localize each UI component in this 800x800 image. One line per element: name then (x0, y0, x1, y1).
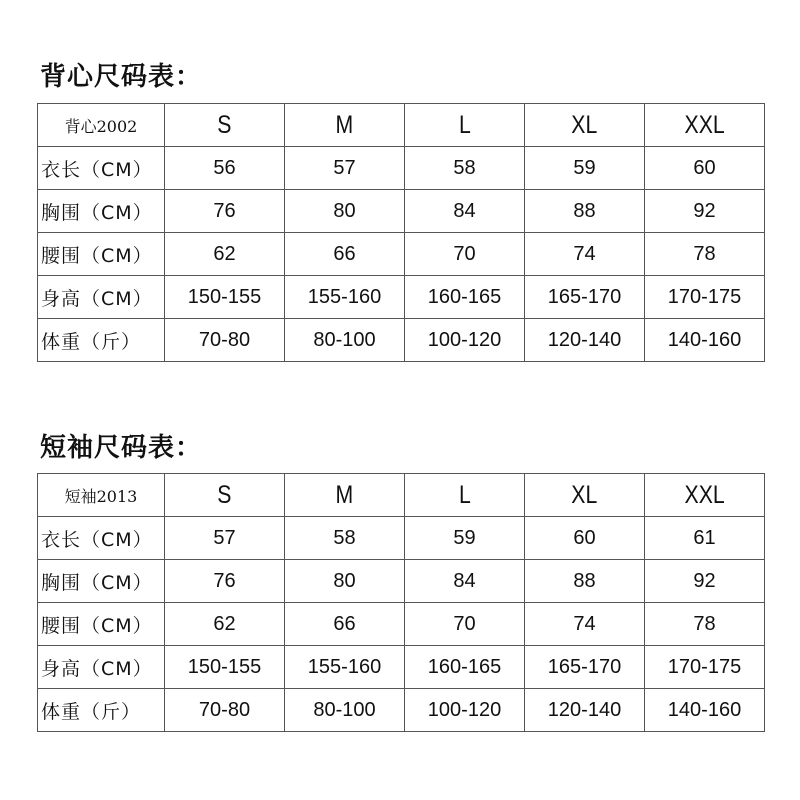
row-label: 身高（CM） (38, 276, 165, 319)
table-cell: 70 (405, 603, 525, 646)
table-cell: 62 (165, 603, 285, 646)
table-cell: 150-155 (165, 276, 285, 319)
table-cell: 92 (645, 190, 765, 233)
table-row (38, 190, 765, 233)
row-label: 胸围（CM） (38, 560, 165, 603)
row-label: 胸围（CM） (38, 190, 165, 233)
size-header: XXL (645, 104, 765, 147)
table-row (38, 233, 765, 276)
table-cell: 58 (285, 517, 405, 560)
size-header: XL (525, 104, 645, 147)
size-header: XXL (645, 474, 765, 517)
table-cell: 88 (525, 190, 645, 233)
size-header: S (165, 104, 285, 147)
short-sleeve-size-table (37, 473, 765, 732)
size-header: M (285, 104, 405, 147)
size-header: XL (525, 474, 645, 517)
table-cell: 80 (285, 560, 405, 603)
table-cell: 60 (525, 517, 645, 560)
table-cell: 120-140 (525, 689, 645, 732)
table-cell: 170-175 (645, 276, 765, 319)
table-row (38, 603, 765, 646)
table-cell: 74 (525, 233, 645, 276)
row-label: 衣长（CM） (38, 147, 165, 190)
size-header: S (165, 474, 285, 517)
table-cell: 76 (165, 190, 285, 233)
table-cell: 60 (645, 147, 765, 190)
row-label: 腰围（CM） (38, 603, 165, 646)
short-sleeve-size-chart-title: 短袖尺码表： (40, 433, 203, 463)
table-cell: 160-165 (405, 276, 525, 319)
table-cell: 76 (165, 560, 285, 603)
table-row (38, 319, 765, 362)
table-cell: 84 (405, 560, 525, 603)
row-label: 体重（斤） (38, 689, 165, 732)
table-cell: 57 (165, 517, 285, 560)
row-label: 体重（斤） (38, 319, 165, 362)
table-row (38, 689, 765, 732)
table-cell: 56 (165, 147, 285, 190)
table-cell: 57 (285, 147, 405, 190)
table-cell: 120-140 (525, 319, 645, 362)
table-cell: 66 (285, 603, 405, 646)
table-header-row (38, 104, 765, 147)
table-header-row (38, 474, 765, 517)
table-row (38, 560, 765, 603)
table-row (38, 276, 765, 319)
table-cell: 80-100 (285, 319, 405, 362)
table-cell: 78 (645, 233, 765, 276)
table-cell: 59 (405, 517, 525, 560)
row-label: 衣长（CM） (38, 517, 165, 560)
row-label: 腰围（CM） (38, 233, 165, 276)
table-row (38, 147, 765, 190)
size-header: L (405, 474, 525, 517)
vest-size-table (37, 103, 765, 362)
table-cell: 140-160 (645, 319, 765, 362)
table-cell: 92 (645, 560, 765, 603)
table-cell: 84 (405, 190, 525, 233)
vest-size-chart-title: 背心尺码表： (40, 62, 203, 92)
table-cell: 61 (645, 517, 765, 560)
table-cell: 155-160 (285, 646, 405, 689)
table-cell: 155-160 (285, 276, 405, 319)
table-cell: 100-120 (405, 319, 525, 362)
table-cell: 150-155 (165, 646, 285, 689)
size-header: M (285, 474, 405, 517)
table-cell: 170-175 (645, 646, 765, 689)
product-code: 背心2002 (38, 104, 165, 147)
table-cell: 70-80 (165, 319, 285, 362)
table-cell: 70-80 (165, 689, 285, 732)
table-row (38, 646, 765, 689)
table-cell: 59 (525, 147, 645, 190)
table-cell: 78 (645, 603, 765, 646)
table-cell: 88 (525, 560, 645, 603)
table-cell: 62 (165, 233, 285, 276)
table-cell: 58 (405, 147, 525, 190)
row-label: 身高（CM） (38, 646, 165, 689)
table-cell: 165-170 (525, 646, 645, 689)
table-cell: 165-170 (525, 276, 645, 319)
table-row (38, 517, 765, 560)
table-cell: 70 (405, 233, 525, 276)
size-header: L (405, 104, 525, 147)
table-cell: 74 (525, 603, 645, 646)
table-cell: 80 (285, 190, 405, 233)
table-cell: 80-100 (285, 689, 405, 732)
table-cell: 100-120 (405, 689, 525, 732)
table-cell: 66 (285, 233, 405, 276)
product-code: 短袖2013 (38, 474, 165, 517)
table-cell: 140-160 (645, 689, 765, 732)
table-cell: 160-165 (405, 646, 525, 689)
